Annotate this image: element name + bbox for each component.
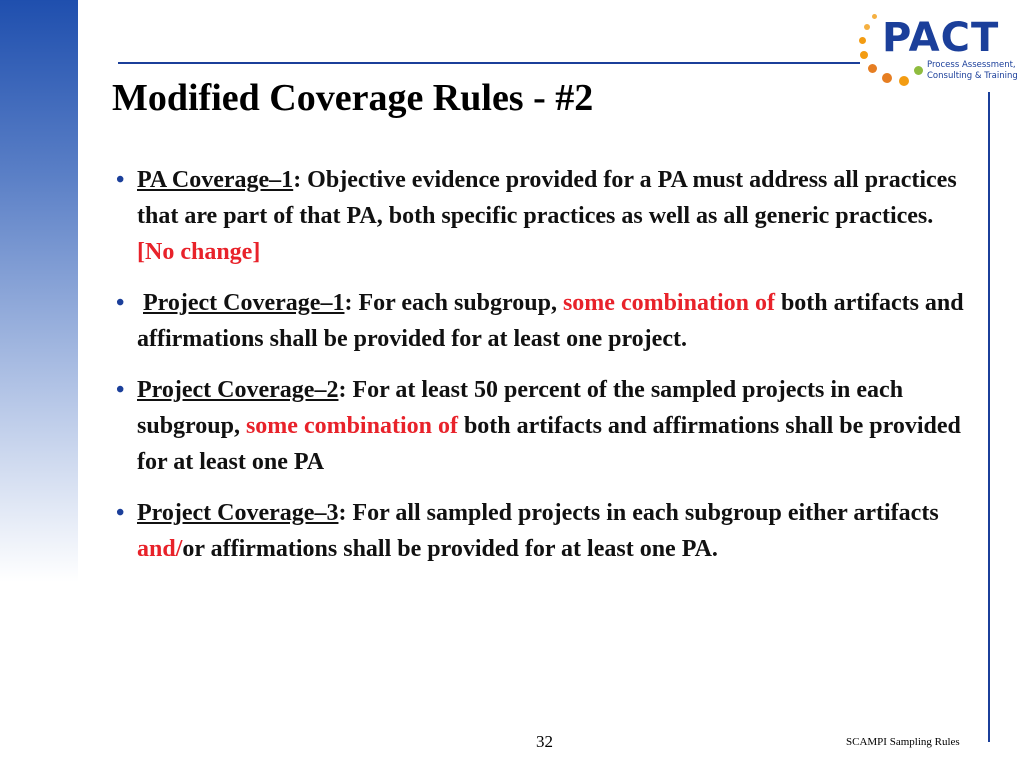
logo-dot <box>864 24 870 30</box>
bullet-term: PA Coverage–1 <box>137 167 294 193</box>
bullet-text: both artifacts and affirmations shall be provided for at least one project. <box>137 290 964 352</box>
bullet-text: : For all sampled projects in each subgroup either artifacts <box>338 500 939 526</box>
bullet-text: : Objective evidence provided for a PA must address all practices that are part of that PA, both specific practices as well as all generic practices. <box>137 167 957 229</box>
bullet-term: Project Coverage–2 <box>137 377 339 403</box>
bullet-highlight: some combination of <box>245 413 458 439</box>
bullet-list <box>116 162 966 582</box>
bullet-text: or affirmations shall be provided for at least one PA. <box>182 536 718 562</box>
bullet-icon: • <box>116 167 125 193</box>
logo-dot <box>868 64 877 73</box>
top-divider <box>118 62 860 64</box>
right-divider <box>988 92 990 742</box>
bullet-pa-coverage-1 <box>116 162 966 270</box>
bullet-term: Project Coverage–1 <box>143 290 345 316</box>
bullet-project-coverage-3 <box>116 495 966 567</box>
page-number: 32 <box>536 732 553 751</box>
footer-caption: SCAMPI Sampling Rules <box>846 736 960 748</box>
bullet-term: Project Coverage–3 <box>137 500 339 526</box>
logo-dot <box>899 76 909 86</box>
bullet-highlight: some combination of <box>562 290 775 316</box>
slide-title: Modified Coverage Rules - #2 <box>112 77 594 119</box>
bullet-icon: • <box>116 500 125 526</box>
pact-logo <box>854 4 1022 94</box>
bullet-project-coverage-1 <box>116 285 966 357</box>
side-gradient-bar <box>0 0 78 582</box>
bullet-text: : For each subgroup, <box>344 290 563 316</box>
logo-dot <box>859 37 866 44</box>
logo-dot <box>882 73 892 83</box>
logo-dot <box>860 51 868 59</box>
bullet-note: [No change] <box>137 239 261 265</box>
bullet-highlight: and/ <box>137 536 183 562</box>
bullet-text: : For at least 50 percent of the sampled projects in each subgroup, <box>137 377 904 439</box>
logo-dot <box>872 14 877 19</box>
logo-wordmark: PACT <box>882 15 1000 61</box>
bullet-text: both artifacts and affirmations shall be provided for at least one PA <box>137 413 961 475</box>
logo-subtitle-line2: Consulting & Training <box>927 71 1018 81</box>
bullet-icon: • <box>116 377 125 403</box>
logo-dot <box>914 66 923 75</box>
bullet-icon: • <box>116 290 125 316</box>
logo-subtitle <box>927 60 1018 82</box>
bullet-project-coverage-2 <box>116 372 966 480</box>
logo-subtitle-line1: Process Assessment, <box>927 60 1016 70</box>
